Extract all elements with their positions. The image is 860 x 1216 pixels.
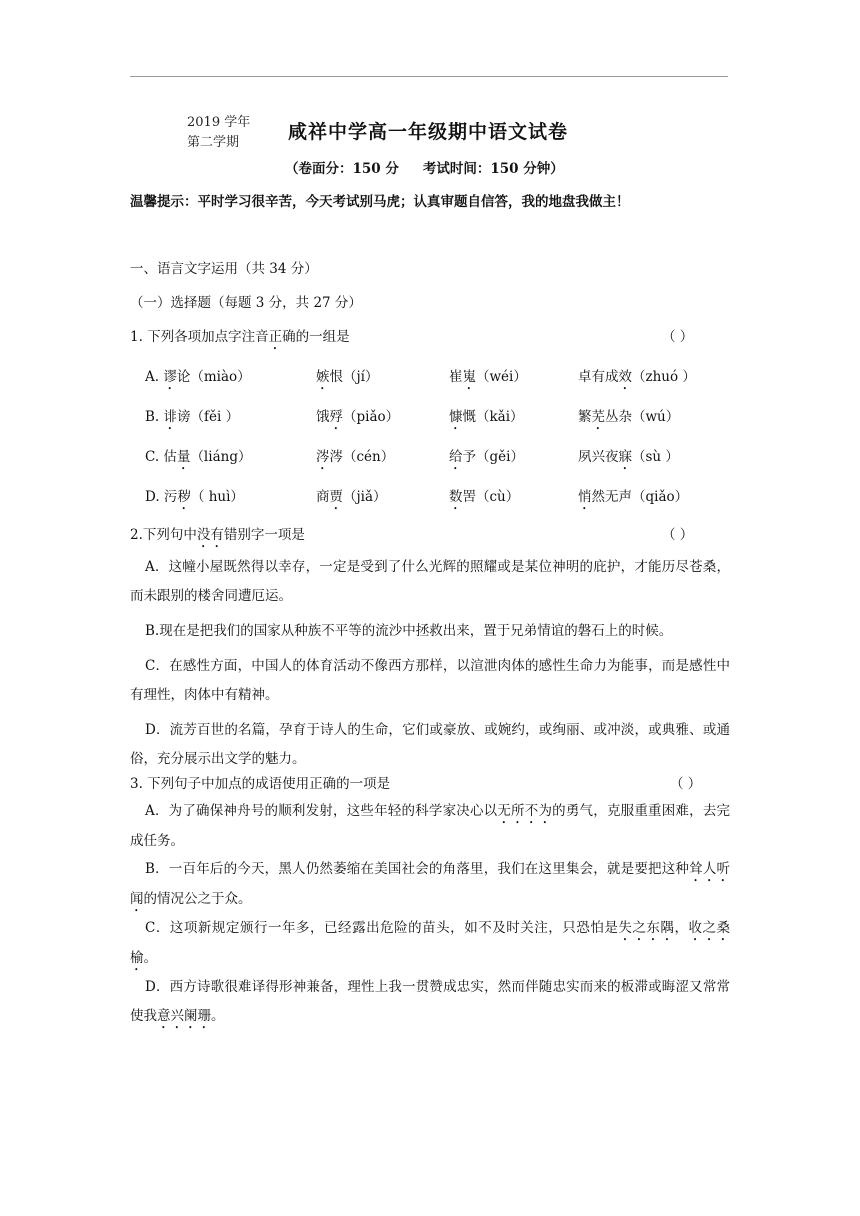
q1-option-d-item-1: D. 污秽（ huì） (145, 489, 244, 505)
answer-blank: （ ） (662, 329, 694, 345)
option-d: D．流芳百世的名篇，孕育于诗人的生命，它们或豪放、或婉约，或绚丽、或冲淡，或典雅、或通俗，充分展示出文学的魅力。 (130, 722, 730, 767)
answer-blank: （ ） (670, 776, 702, 792)
exam-title: 咸祥中学高一年级期中语文试卷 (288, 121, 569, 143)
term-semester: 第二学期 (187, 135, 240, 150)
q1-option-b-item-3: 慷慨（kǎi） (449, 409, 524, 425)
warm-tip: 温馨提示：平时学习很辛苦，今天考试别马虎；认真审题自信答，我的地盘我做主！ (130, 194, 630, 210)
q1-option-a-item-2: 嫉恨（jí） (316, 369, 379, 385)
question-1-stem: 1. 下列各项加点字注音正确的一组是 （ ） (130, 329, 694, 345)
question-3-stem: 3. 下列句子中加点的成语使用正确的一项是 （ ） (130, 776, 702, 792)
q1-option-d-item-4: 悄然无声（qiǎo） (578, 489, 689, 505)
term-label (187, 113, 250, 153)
q1-option-c-item-2: 涔涔（cén） (316, 449, 395, 465)
q1-option-b-item-1: B. 诽谤（fěi ） (145, 409, 240, 425)
question-2-options (130, 553, 732, 774)
exam-duration: 考试时间：150 分钟） (422, 161, 564, 177)
q1-option-c-item-3: 给予（gěi） (449, 449, 524, 465)
q1-option-c-item-4: 夙兴夜寐（sù ） (578, 449, 679, 465)
q3-option-b: B．一百年后的今天，黑人仍然萎缩在美国社会的角落里，我们在这里集会，就是要把这种耸人听闻的情况公之于众。 (130, 861, 731, 907)
q1-option-a-item-3: 崔嵬（wéi） (449, 369, 527, 385)
total-score: （卷面分：150 分 (285, 161, 399, 177)
question-1-options (145, 367, 732, 527)
header-divider (130, 76, 728, 77)
question-3-options (130, 797, 732, 1032)
option-b: B.现在是把我们的国家从种族不平等的流沙中拯救出来，置于兄弟情谊的磐石上的时候。 (145, 623, 673, 639)
q1-option-d-item-2: 商贾（jiǎ） (316, 489, 387, 505)
q3-option-c: C．这项新规定颁行一年多，已经露出危险的苗头，如不及时关注，只恐怕是失之东隅，收之桑榆。 (130, 920, 730, 966)
exam-content (130, 259, 732, 1031)
term-year: 2019 学年 (187, 115, 251, 130)
q1-option-b-item-2: 饿殍（piǎo） (316, 409, 400, 425)
question-2-stem: 2.下列句中没有错别字一项是 （ ） (130, 527, 694, 543)
option-c: C．在感性方面，中国人的体育活动不像西方那样，以渲泄肉体的感性生命力为能事，而是感性中有理性，肉体中有精神。 (130, 658, 730, 703)
q1-option-a-item-4: 卓有成效（zhuó ） (578, 369, 696, 385)
exam-subtitle (285, 157, 564, 177)
q1-option-b-item-4: 繁芜丛杂（wú） (578, 409, 680, 425)
q3-option-a: A．为了确保神舟号的顺利发射，这些年轻的科学家决心以无所不为的勇气，克服重重困难，去完成任务。 (130, 803, 731, 849)
q1-option-d-item-3: 数罟（cù） (449, 489, 520, 505)
q1-option-a-item-1: A. 谬论（miào） (145, 369, 251, 385)
q1-option-c-item-1: C. 估量（liáng） (145, 449, 252, 465)
q3-option-d: D．西方诗歌很难译得形神兼备，理性上我一贯赞成忠实，然而伴随忠实而来的板滞或晦涩又常常使我意兴阑珊。 (130, 979, 730, 1024)
section-heading: 一、语言文字运用（共 34 分） (130, 261, 318, 277)
section-subheading: （一）选择题（每题 3 分，共 27 分） (130, 295, 362, 311)
option-a: A．这幢小屋既然得以幸存，一定是受到了什么光辉的照耀或是某位神明的庇护，才能历尽苍桑，而未跟别的楼舍同遭厄运。 (130, 559, 730, 604)
answer-blank: （ ） (662, 527, 694, 543)
